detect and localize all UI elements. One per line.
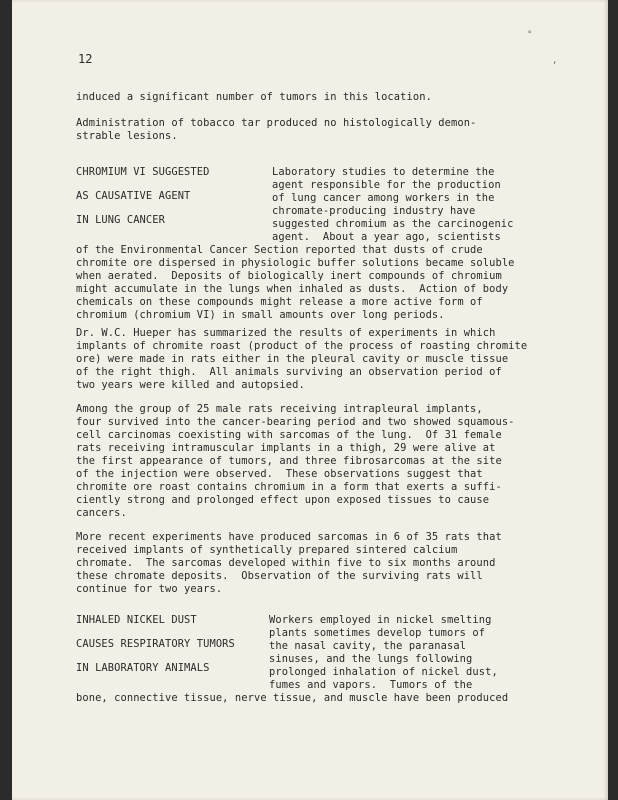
margin-mark: °	[527, 30, 533, 40]
text-line: agent responsible for the production	[272, 179, 501, 191]
section-heading: IN LABORATORY ANIMALS	[76, 662, 210, 674]
text-line: of lung cancer among workers in the	[272, 192, 495, 204]
text-line: chromium (chromium VI) in small amounts over long periods.	[76, 309, 445, 321]
text-line: four survived into the cancer-bearing period and two showed squamous-	[76, 416, 515, 428]
text-line: prolonged inhalation of nickel dust,	[269, 666, 498, 678]
text-line: Administration of tobacco tar produced no histologically demon-	[76, 117, 477, 129]
text-line: Dr. W.C. Hueper has summarized the results of experiments in which	[76, 327, 496, 339]
text-line: these chromate deposits. Observation of the surviving rats will	[76, 570, 483, 582]
page-number: 12	[78, 52, 93, 66]
text-line: strable lesions.	[76, 130, 178, 142]
text-line: of the Environmental Cancer Section reported that dusts of crude	[76, 244, 483, 256]
text-line: of the injection were observed. These observations suggest that	[76, 468, 483, 480]
text-line: More recent experiments have produced sarcomas in 6 of 35 rats that	[76, 531, 502, 543]
text-line: plants sometimes develop tumors of	[269, 627, 486, 639]
document-page	[12, 0, 608, 800]
text-line: received implants of synthetically prepared sintered calcium	[76, 544, 458, 556]
text-line: suggested chromium as the carcinogenic	[272, 218, 514, 230]
text-line: sinuses, and the lungs following	[269, 653, 473, 665]
text-line: induced a significant number of tumors in this location.	[76, 91, 432, 103]
text-line: implants of chromite roast (product of the process of roasting chromite	[76, 340, 528, 352]
text-line: the nasal cavity, the paranasal	[269, 640, 467, 652]
text-line: rats receiving intramuscular implants in a thigh, 29 were alive at	[76, 442, 496, 454]
margin-mark: ,	[552, 56, 558, 66]
text-line: fumes and vapors. Tumors of the	[269, 679, 473, 691]
text-line: Among the group of 25 male rats receiving intrapleural implants,	[76, 403, 483, 415]
text-line: chromate-producing industry have	[272, 205, 476, 217]
text-line: agent. About a year ago, scientists	[272, 231, 501, 243]
text-line: ore) were made in rats either in the pleural cavity or muscle tissue	[76, 353, 509, 365]
section-heading: CAUSES RESPIRATORY TUMORS	[76, 638, 235, 650]
text-line: chromite ore dispersed in physiologic buffer solutions became soluble	[76, 257, 515, 269]
text-line: cell carcinomas coexisting with sarcomas of the lung. Of 31 female	[76, 429, 502, 441]
text-line: continue for two years.	[76, 583, 223, 595]
text-line: of the right thigh. All animals surviving an observation period of	[76, 366, 502, 378]
section-heading: AS CAUSATIVE AGENT	[76, 190, 191, 202]
section-heading: IN LUNG CANCER	[76, 214, 165, 226]
section-heading: CHROMIUM VI SUGGESTED	[76, 166, 210, 178]
text-line: Workers employed in nickel smelting	[269, 614, 492, 626]
text-line: chemicals on these compounds might release a more active form of	[76, 296, 483, 308]
text-line: when aerated. Deposits of biologically inert compounds of chromium	[76, 270, 502, 282]
section-heading: INHALED NICKEL DUST	[76, 614, 197, 626]
text-line: Laboratory studies to determine the	[272, 166, 495, 178]
text-line: two years were killed and autopsied.	[76, 379, 305, 391]
text-line: the first appearance of tumors, and three fibrosarcomas at the site	[76, 455, 502, 467]
text-line: might accumulate in the lungs when inhaled as dusts. Action of body	[76, 283, 509, 295]
text-line: chromate. The sarcomas developed within five to six months around	[76, 557, 496, 569]
text-line: cancers.	[76, 507, 127, 519]
text-line: bone, connective tissue, nerve tissue, and muscle have been produced	[76, 692, 509, 704]
text-line: chromite ore roast contains chromium in a form that exerts a suffi-	[76, 481, 502, 493]
text-line: ciently strong and prolonged effect upon exposed tissues to cause	[76, 494, 490, 506]
